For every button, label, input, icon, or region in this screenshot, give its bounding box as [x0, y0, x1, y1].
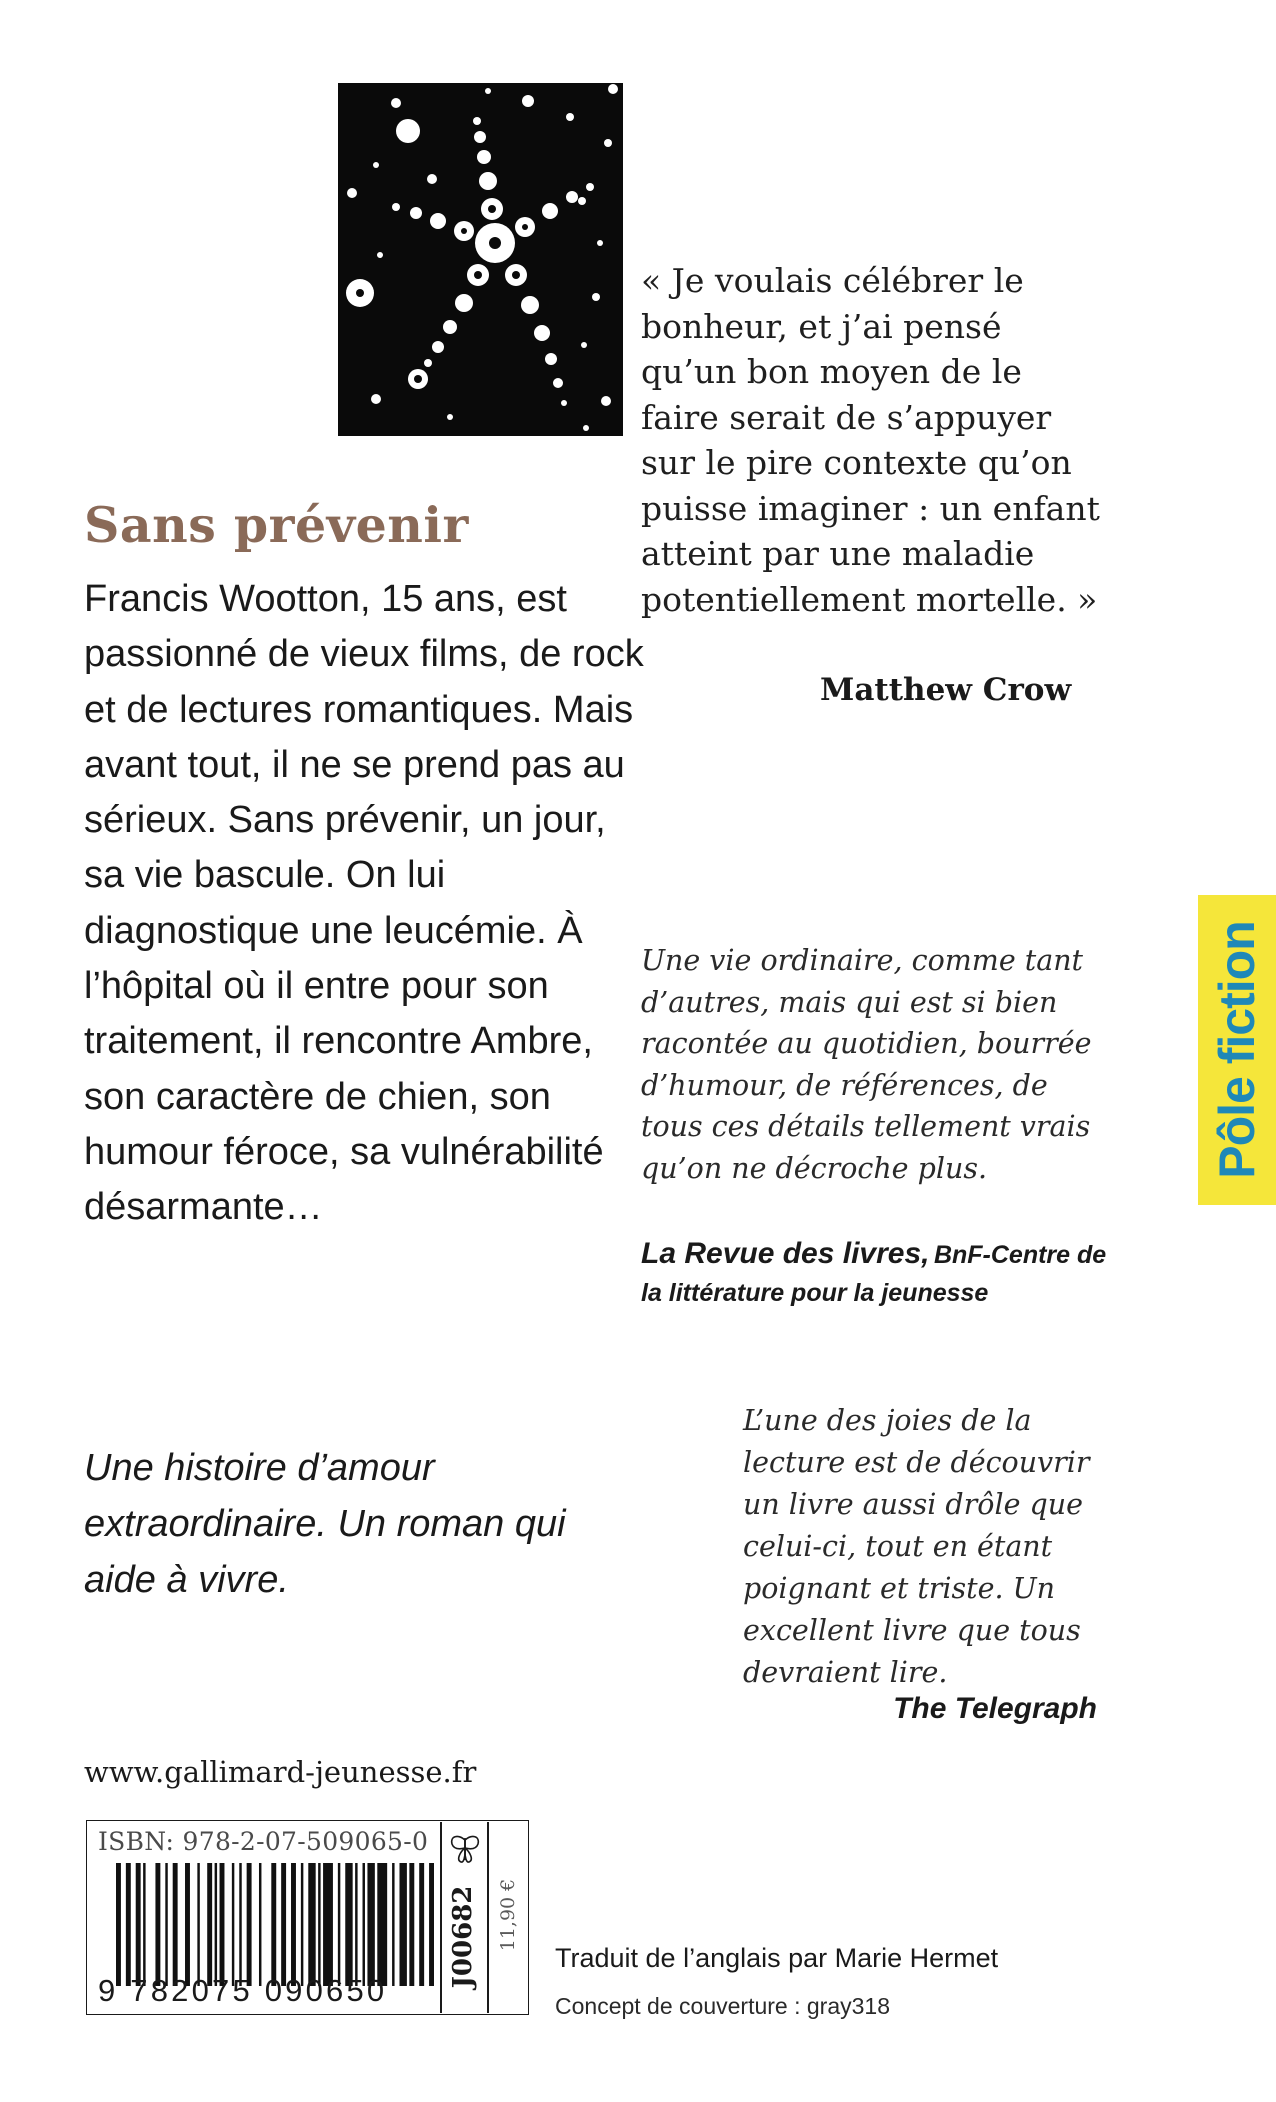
- barcode-bar: [185, 1863, 190, 1986]
- publisher-website: www.gallimard-jeunesse.fr: [84, 1755, 477, 1789]
- barcode-bar: [291, 1863, 296, 1986]
- barcode-bar: [247, 1863, 252, 1986]
- author-quote-attribution: Matthew Crow: [820, 672, 1072, 708]
- barcode-bar: [271, 1863, 276, 1986]
- barcode-bar: [355, 1863, 357, 1986]
- barcode-bar: [207, 1863, 212, 1986]
- barcode-digits: 9 782075 090650: [98, 1973, 388, 2008]
- barcode-bar: [338, 1863, 340, 1986]
- barcode-bar: [215, 1863, 217, 1986]
- barcode-bar: [392, 1863, 394, 1986]
- barcode-bar: [259, 1863, 261, 1986]
- barcode-bar: [301, 1863, 303, 1986]
- barcode-bar: [165, 1863, 167, 1986]
- barcode-bar: [126, 1863, 131, 1986]
- price: 11,90 €: [497, 1878, 519, 1952]
- barcode-bar: [323, 1863, 333, 1986]
- book-title: Sans prévenir: [84, 496, 469, 554]
- barcode-bar: [367, 1863, 374, 1986]
- reference-code: J00682: [448, 1885, 478, 1989]
- barcode-bar: [197, 1863, 199, 1986]
- collection-label: Pôle fiction: [1209, 921, 1265, 1179]
- barcode-bar: [345, 1863, 352, 1986]
- barcode-bar: [143, 1863, 145, 1986]
- barcode-divider: [487, 1822, 489, 2013]
- synopsis: Francis Wootton, 15 ans, est passionné de vieux films, de rock et de lectures romantiques. Mais avant tout, il ne se prend pas au sérieux. Sans prévenir, un jour, sa vie bascule. On lui diagnostique une leucémie. À l’hôpital où il entre pour son traitement, il rencontre Ambre, son caractère de chien, son humour féroce, sa vulnérabilité désarmante…: [84, 578, 644, 1229]
- review-source-detail: BnF-Centre de la littérature pour la jeunesse: [641, 1241, 1107, 1307]
- review-source-main: La Revue des livres,: [641, 1237, 930, 1270]
- barcode-bar: [232, 1863, 234, 1986]
- review-telegraph-source: The Telegraph: [893, 1692, 1097, 1725]
- review-telegraph: L’une des joies de la lecture est de découvrir un livre aussi drôle que celui-ci, tout en étant poignant et triste. Un excellent livre que tous devraient lire.: [743, 1404, 1090, 1689]
- cover-illustration: [338, 83, 623, 436]
- barcode-bar: [116, 1863, 121, 1986]
- barcode-bar: [220, 1863, 225, 1986]
- barcode-bar: [239, 1863, 241, 1986]
- isbn-label: ISBN: 978-2-07-509065-0: [98, 1827, 429, 1856]
- barcode-bar: [173, 1863, 178, 1986]
- barcode-divider: [440, 1822, 442, 2013]
- barcode-bar: [281, 1863, 286, 1986]
- author-quote: « Je voulais célébrer le bonheur, et j’ai pensé qu’un bon moyen de le faire serait de s’appuyer sur le pire contexte qu’on puisse imaginer : un enfant atteint par une maladie potentiellement mortelle. »: [641, 261, 1100, 619]
- barcode-bar: [409, 1863, 414, 1986]
- review-revue-des-livres: Une vie ordinaire, comme tant d’autres, mais qui est si bien racontée au quotidien, bourrée d’humour, de références, de tous ces détails tellement vrais qu’on ne décroche plus.: [641, 944, 1092, 1185]
- barcode-bar: [155, 1863, 160, 1986]
- barcode-bar: [318, 1863, 320, 1986]
- barcode-bar: [136, 1863, 141, 1986]
- barcode-bars: [116, 1863, 434, 1986]
- barcode-bar: [399, 1863, 406, 1986]
- barcode-bar: [363, 1863, 365, 1986]
- barcode-bar: [419, 1863, 424, 1986]
- barcode-bar: [377, 1863, 387, 1986]
- translator-credit: Traduit de l’anglais par Marie Hermet: [555, 1943, 999, 1973]
- barcode-bar: [308, 1863, 315, 1986]
- barcode-bar: [429, 1863, 434, 1986]
- review-revue-des-livres-source: [641, 1237, 1111, 1314]
- tagline: Une histoire d’amour extraordinaire. Un roman qui aide à vivre.: [84, 1447, 566, 1601]
- cover-concept-credit: Concept de couverture : gray318: [555, 1993, 890, 2019]
- butterfly-logo-icon: [448, 1834, 482, 1864]
